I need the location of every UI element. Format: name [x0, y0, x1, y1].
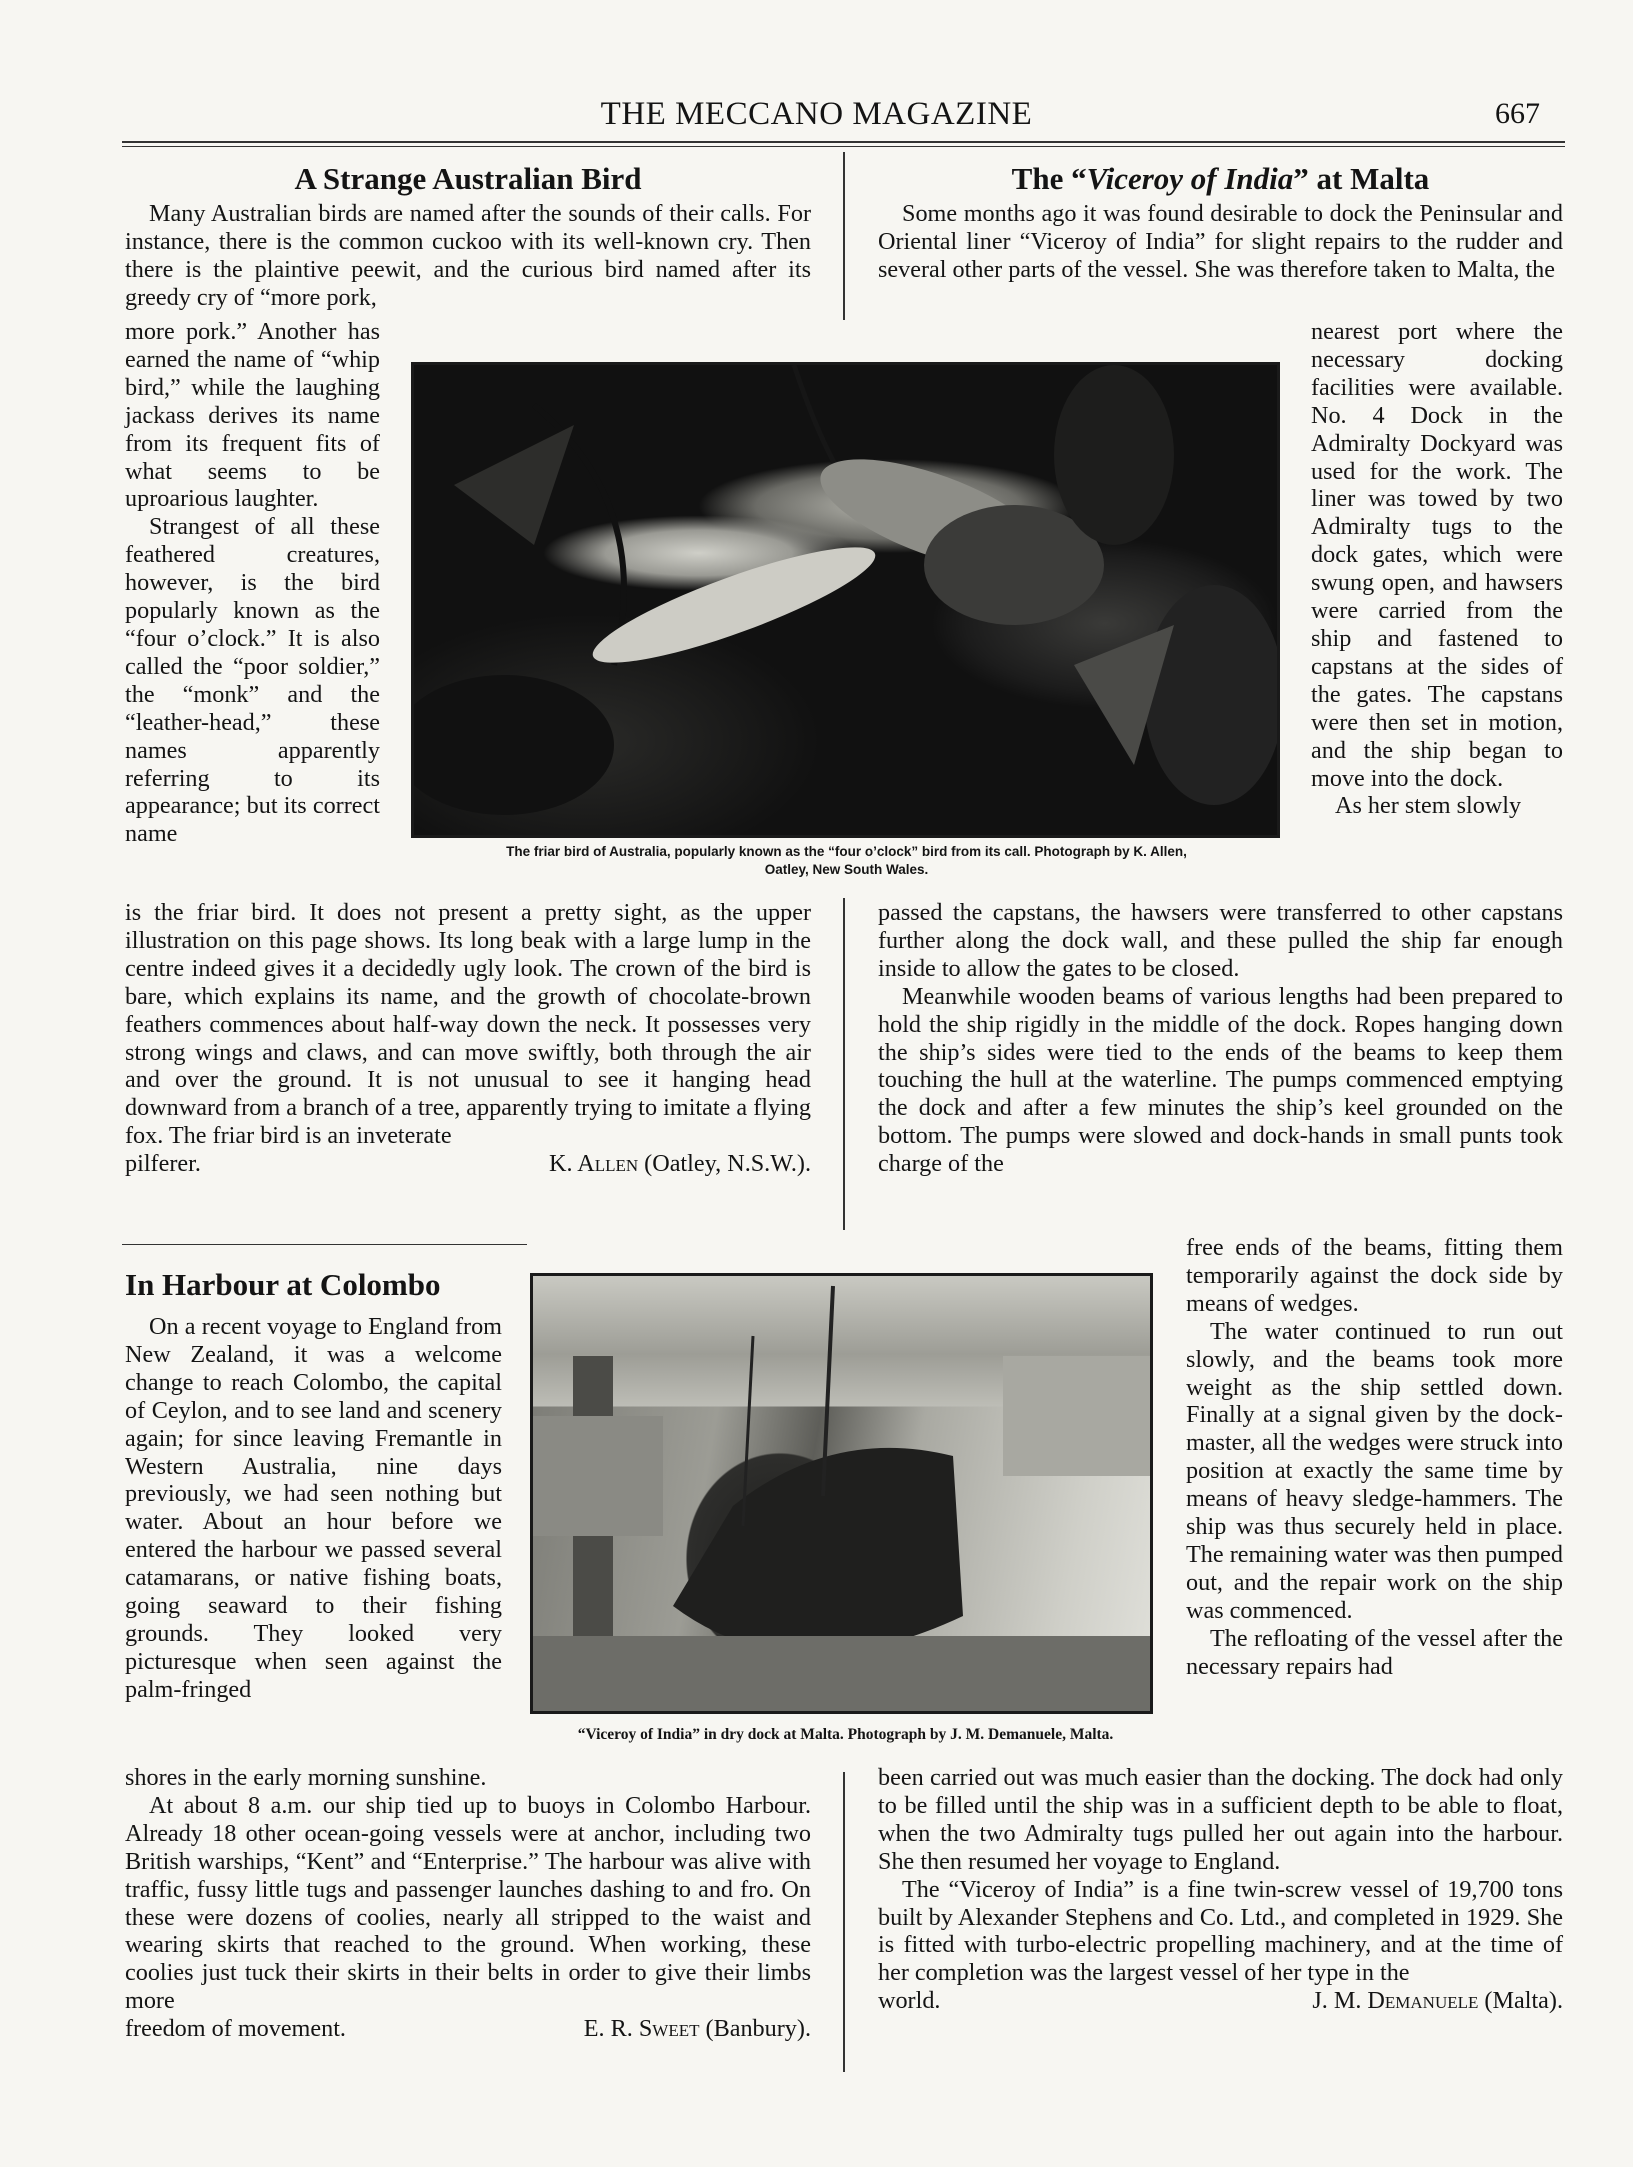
- viceroy-paragraph-6-full: The “Viceroy of India” is a fine twin-screw vessel of 19,700 tons built by Alexander Stephens and Co. Ltd., and completed in 1929. She is fitted with turbo-electric propelling machinery, and at the time of her completion was the largest vessel of her type in the: [878, 1875, 1563, 1987]
- colombo-lower-column: [125, 1764, 811, 2043]
- colombo-author: [584, 2015, 811, 2043]
- bird-signature-lead: pilferer.: [125, 1150, 201, 1178]
- bird-paragraph-2-narrow: Strangest of all these feathered creatures, however, is the bird popularly known as the “four o’clock.” It is also called the “poor soldier,” the “monk” and the “leather-head,” these names apparently referring to its appearance; but its correct name: [125, 513, 380, 848]
- viceroy-article: [878, 160, 1563, 284]
- colombo-paragraph-1-narrow: On a recent voyage to England from New Zealand, it was a welcome change to reach Colombo, the capital of Ceylon, and to see land and scenery again; for since leaving Fremantle in Western Australia, nine days previously, we had seen nothing but water. About an hour before we entered the harbour we passed several catamarans, or native fishing boats, going seaward to their fishing grounds. They looked very picturesque when seen against the palm-fringed: [125, 1313, 502, 1703]
- header-rule: [122, 141, 1565, 143]
- viceroy-paragraph-2-full: passed the capstans, the hawsers were transferred to other capstans further along the dock wall, and these pulled the ship far enough inside to allow the gates to be closed.: [878, 899, 1563, 982]
- friar-bird-caption-line-1: The friar bird of Australia, popularly known as the “four o’clock” bird from its call. Photograph by K. Allen,: [506, 844, 1187, 859]
- viceroy-paragraph-1-narrow: nearest port where the necessary docking facilities were available. No. 4 Dock in the Admiralty Dockyard was used for the work. The liner was towed by two Admiralty tugs to the dock gates, which were swung open, and hawsers were carried from the ship and fastened to capstans at the sides of the gates. The capstans were then set in motion, and the ship began to move into the dock.: [1311, 318, 1563, 792]
- viceroy-paragraph-2-narrow: As her stem slowly: [1335, 792, 1522, 820]
- viceroy-paragraph-4-narrow: The water continued to run out slowly, and the beams took more weight as the ship settled down. Finally at a signal given by the dock-master, all the wedges were struck into position at exactly the same time by means of heavy sledge-hammers. The ship was thus securely held in place. The remaining water was then pumped out, and the repair work on the ship was commenced.: [1186, 1317, 1563, 1624]
- viceroy-middle-column: [878, 899, 1563, 1178]
- viceroy-heading-pre: The “: [1011, 161, 1087, 196]
- viceroy-author-name: J. M. Demanuele: [1312, 1987, 1479, 2015]
- viceroy-right-narrow: [1186, 1234, 1563, 1681]
- viceroy-signature: [878, 1987, 1563, 2015]
- friar-bird-photo: [411, 362, 1280, 838]
- bird-narrow-column: [125, 318, 380, 848]
- dry-dock-caption: “Viceroy of India” in dry dock at Malta. Photograph by J. M. Demanuele, Malta.: [577, 1726, 1114, 1743]
- bird-author: [549, 1150, 811, 1178]
- dry-dock-illustration: [533, 1276, 1150, 1711]
- viceroy-narrow-column: [1311, 318, 1563, 820]
- magazine-title: THE MECCANO MAGAZINE: [600, 96, 1033, 132]
- bird-paragraph-1-full: Many Australian birds are named after the sounds of their calls. For instance, there is the common cuckoo with its well-known cry. Then there is the plaintive peewit, and the curious bird named after its greedy cry of “more pork,: [125, 200, 811, 311]
- viceroy-lower-column: [878, 1764, 1563, 2015]
- viceroy-heading-ship: Viceroy of India: [1086, 161, 1294, 196]
- bird-article: [125, 160, 811, 312]
- column-divider-middle: [843, 898, 845, 1230]
- colombo-heading: In Harbour at Colombo: [125, 1267, 441, 1302]
- column-divider-top: [843, 152, 845, 320]
- bird-paragraph-1-narrow: more pork.” Another has earned the name of “whip bird,” while the laughing jackass derives its name from its frequent fits of what seems to be uproarious laughter.: [125, 318, 380, 513]
- viceroy-author-place: (Malta).: [1484, 1987, 1563, 2015]
- header-rule-thin: [122, 146, 1565, 147]
- colombo-paragraph-2-full: At about 8 a.m. our ship tied up to buoys in Colombo Harbour. Already 18 other ocean-going vessels were at anchor, including two British warships, “Kent” and “Enterprise.” The harbour was alive with traffic, fussy little tugs and passenger launches dashing to and fro. On these were dozens of coolies, nearly all stripped to the waist and wearing skirts that reached to the ground. When working, these coolies just tuck their skirts in their belts in order to give their limbs more: [125, 1791, 811, 2015]
- viceroy-paragraph-5-full: been carried out was much easier than the docking. The dock had only to be filled until the ship was in a sufficient depth to be able to float, when the two Admiralty tugs pulled her out again into the harbour. She then resumed her voyage to England.: [878, 1764, 1563, 1875]
- bird-lower-column: [125, 899, 811, 1178]
- bird-author-place: (Oatley, N.S.W.).: [644, 1150, 811, 1178]
- bird-author-name: K. Allen: [549, 1150, 639, 1178]
- viceroy-paragraph-3-full: Meanwhile wooden beams of various lengths had been prepared to hold the ship rigidly in the middle of the dock. Ropes hanging down the ship’s sides were tied to the ends of the beams to keep them touching the hull at the waterline. The pumps commenced emptying the dock and after a few minutes the ship’s keel grounded on the bottom. The pumps were slowed and dock-hands in small punts took charge of the: [878, 982, 1563, 1178]
- colombo-signature-lead: freedom of movement.: [125, 2015, 346, 2043]
- colombo-paragraph-1-full: shores in the early morning sunshine.: [125, 1764, 487, 1791]
- colombo-narrow-column: [125, 1262, 502, 1704]
- viceroy-paragraph-3-narrow: free ends of the beams, fitting them temporarily against the dock side by means of wedges.: [1186, 1234, 1563, 1317]
- friar-bird-caption-line-2: Oatley, New South Wales.: [764, 862, 929, 877]
- viceroy-paragraph-1-full: Some months ago it was found desirable to dock the Peninsular and Oriental liner “Viceroy of India” for slight repairs to the rudder and several other parts of the vessel. She was therefore taken to Malta, the: [878, 200, 1563, 283]
- viceroy-heading-post: ” at Malta: [1293, 161, 1430, 196]
- column-divider-bottom: [843, 1772, 845, 2072]
- bird-heading: A Strange Australian Bird: [294, 161, 642, 196]
- viceroy-author: [1312, 1987, 1563, 2015]
- viceroy-paragraph-5-narrow: The refloating of the vessel after the necessary repairs had: [1186, 1624, 1563, 1680]
- dry-dock-photo: [530, 1273, 1153, 1714]
- bird-signature: [125, 1150, 811, 1178]
- section-divider: [122, 1244, 527, 1245]
- page-number: 667: [1495, 97, 1540, 130]
- bird-paragraph-2-full: is the friar bird. It does not present a pretty sight, as the upper illustration on this page shows. Its long beak with a large lump in the centre indeed gives it a decidedly ugly look. The crown of the bird is bare, which explains its name, and the growth of chocolate-brown feathers commences about half-way down the neck. It possesses very strong wings and claws, and can move swiftly, both through the air and over the ground. It is not unusual to see it hanging head downward from a branch of a tree, apparently trying to imitate a flying fox. The friar bird is an inveterate: [125, 899, 811, 1150]
- friar-bird-illustration: [414, 365, 1277, 835]
- colombo-author-place: (Banbury).: [705, 2015, 811, 2043]
- viceroy-heading: [878, 160, 1563, 198]
- friar-bird-caption: [404, 843, 1289, 879]
- colombo-signature: [125, 2015, 811, 2043]
- viceroy-signature-lead: world.: [878, 1987, 941, 2015]
- colombo-author-name: E. R. Sweet: [583, 2015, 700, 2043]
